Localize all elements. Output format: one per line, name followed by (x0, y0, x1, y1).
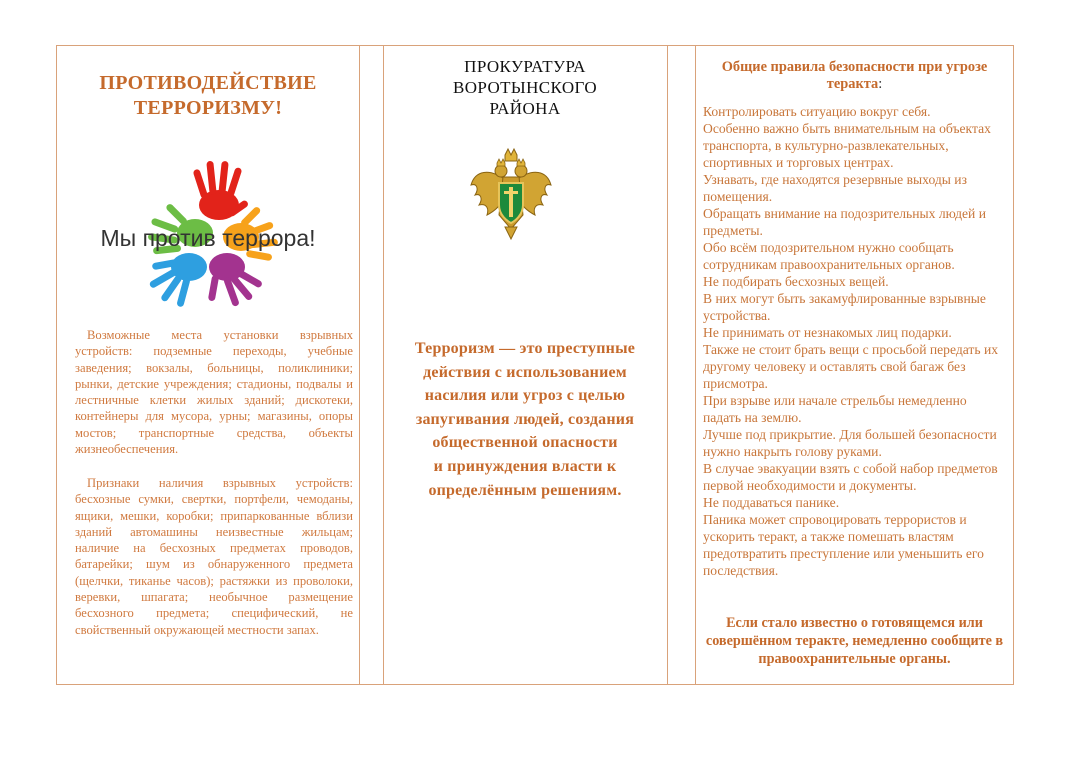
definition-line: насилия или угроз с целью (424, 387, 626, 405)
title-colon: : (878, 76, 883, 92)
places-paragraph: Возможные места установки взрывных устройств: подземные переходы, учебные заведения; вокзалы, больницы, поликлиники; рынки, детские учреждения; стадионы, подвалы и лестничные клетки жилых зданий; дискотеки, контейнеры для мусора, урны; магазины, опоры мостов; транспортные средства, объекты жизнеобеспечения. (75, 328, 353, 457)
left-panel (57, 45, 359, 685)
prosecutor-emblem-icon (469, 145, 553, 241)
definition-line: определённым решениям. (428, 481, 622, 499)
rule-item: Паника может спровоцировать террористов и ускорить теракт, а также помешать властям предотвратить преступление или уменьшить его последствия. (703, 512, 984, 578)
definition-line: общественной опасности (432, 434, 618, 452)
fold-line (667, 45, 668, 685)
rule-item: Обращать внимание на подозрительных людей и предметы. (703, 206, 986, 238)
rule-item: В случае эвакуации взять с собой набор предметов первой необходимости и документы. (703, 461, 998, 493)
definition-line: и принуждения власти к (433, 457, 617, 475)
safety-rules-title-text: Общие правила безопасности при угрозе теракта (721, 59, 988, 92)
org-line: РАЙОНА (489, 99, 561, 118)
org-line: ВОРОТЫНСКОГО (452, 78, 598, 97)
fold-line (359, 45, 360, 685)
title-line: ПРОТИВОДЕЙСТВИЕ (99, 72, 317, 94)
rule-item: Контролировать ситуацию вокруг себя. (703, 104, 931, 119)
rule-item: Также не стоит брать вещи с просьбой передать их другому человеку и оставлять свой багаж без присмотра. (703, 342, 999, 391)
organization-name (383, 56, 667, 119)
rule-item: Обо всём подозрительном нужно сообщать сотрудникам правоохранительных органов. (703, 240, 955, 272)
org-line: ПРОКУРАТУРА (464, 57, 586, 76)
slogan-image (77, 155, 339, 309)
signs-paragraph: Признаки наличия взрывных устройств: бесхозные сумки, свертки, портфели, чемоданы, ящики, мешки, коробки; припаркованные вблизи зданий автомашины неизвестные жильцам; наличие на бесхозных предметах проводов, батарейки; шум из обнаруженного предмета (щелчки, тиканье часов); растяжки из проволоки, веревки, шпагата; необычное размещение бесхозного предмета; специфический, не свойственный окружающей местности запах. (75, 476, 353, 637)
emergency-warning: Если стало известно о готовящемся или совершённом теракте, немедленно сообщите в правоохранительные органы. (705, 615, 1004, 667)
terrorism-definition (391, 337, 659, 502)
explosive-places-text (75, 327, 353, 457)
right-panel (696, 45, 1013, 685)
title-line: ТЕРРОРИЗМУ! (133, 97, 283, 119)
rule-item: Не принимать от незнакомых лиц подарки. (703, 325, 952, 340)
safety-rules-list (703, 103, 1008, 579)
rule-item: Особенно важно быть внимательным на объектах транспорта, в культурно-развлекательных, спортивных и торговых центрах. (703, 121, 991, 170)
rule-item: Узнавать, где находятся резервные выходы из помещения. (703, 172, 967, 204)
slogan-text: Мы против террора! (100, 225, 316, 251)
explosive-signs-text (75, 475, 353, 638)
colorful-hands-icon (77, 155, 339, 309)
rule-item: При взрыве или начале стрельбы немедленно падать на землю. (703, 393, 967, 425)
panel-title (57, 71, 359, 121)
rule-item: Не поддаваться панике. (703, 495, 840, 510)
rule-item: В них могут быть закамуфлированные взрывные устройства. (703, 291, 986, 323)
middle-panel (383, 45, 667, 685)
definition-line: Терроризм — это преступные (414, 340, 636, 357)
definition-line: запугивания людей, создания (415, 410, 635, 428)
definition-line: действия с использованием (423, 363, 627, 381)
rule-item: Не подбирать бесхозных вещей. (703, 274, 889, 289)
rule-item: Лучше под прикрытие. Для большей безопасности нужно накрыть голову руками. (703, 427, 997, 459)
safety-rules-title (696, 59, 1013, 93)
